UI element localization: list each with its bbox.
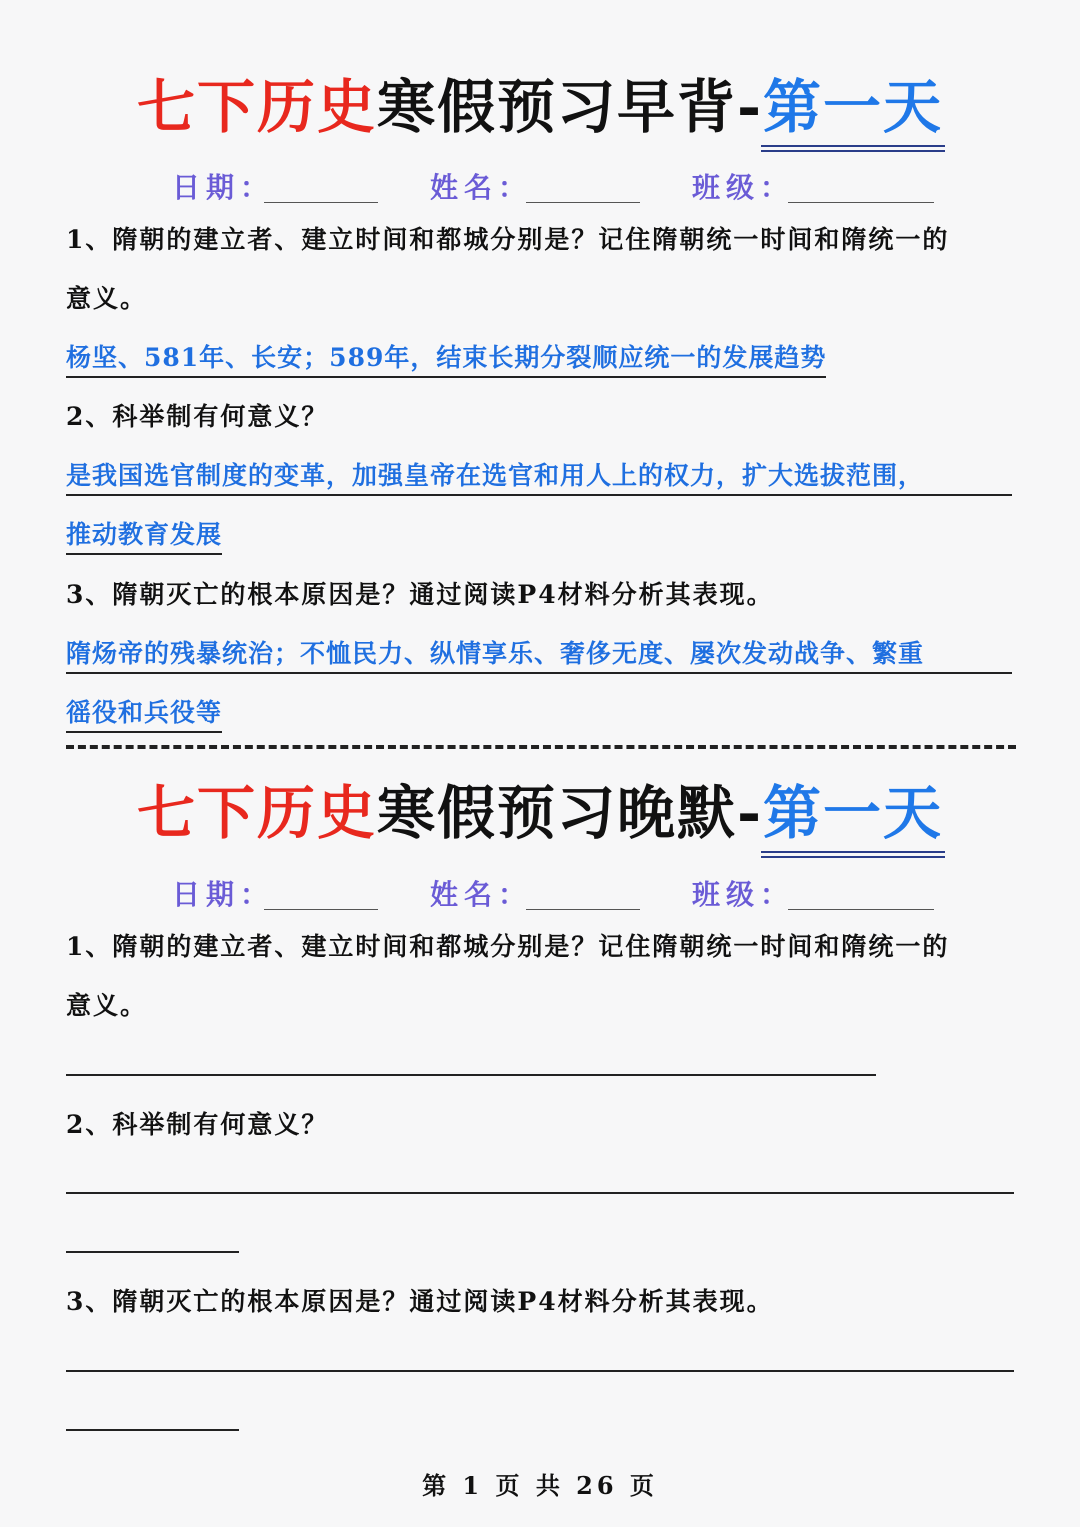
morning-title-day: 第一天 bbox=[763, 73, 944, 141]
morning-question-1-line2: 意义。 bbox=[66, 284, 148, 313]
name-label: 姓名： bbox=[430, 171, 533, 204]
morning-question-2: 2、科举制有何意义？ bbox=[66, 402, 329, 431]
evening-answer-1-blank[interactable] bbox=[66, 1074, 876, 1076]
date-label: 日期： bbox=[172, 878, 275, 911]
morning-question-3: 3、隋朝灭亡的根本原因是？通过阅读P4材料分析其表现。 bbox=[66, 580, 774, 609]
evening-title-day: 第一天 bbox=[763, 779, 944, 847]
name-blank[interactable] bbox=[526, 909, 640, 910]
class-blank[interactable] bbox=[788, 909, 934, 910]
evening-info-row bbox=[0, 873, 1080, 913]
morning-answer-3-line2: 徭役和兵役等 bbox=[66, 693, 222, 733]
evening-question-1-line1: 1、隋朝的建立者、建立时间和都城分别是？记住隋朝统一时间和隋统一的 bbox=[66, 932, 950, 961]
morning-answer-2-line2: 推动教育发展 bbox=[66, 515, 222, 555]
class-label: 班级： bbox=[692, 171, 795, 204]
date-label: 日期： bbox=[172, 171, 275, 204]
page-number: 第 1 页 共 26 页 bbox=[422, 1471, 658, 1500]
morning-title-subject: 七下历史 bbox=[136, 73, 377, 141]
morning-answer-2-line1: 是我国选官制度的变革，加强皇帝在选官和用人上的权力，扩大选拔范围， bbox=[66, 456, 1012, 496]
morning-answer-1: 杨坚、581年、长安；589年，结束长期分裂顺应统一的发展趋势 bbox=[66, 338, 826, 378]
date-blank[interactable] bbox=[264, 202, 378, 203]
name-label: 姓名： bbox=[430, 878, 533, 911]
evening-question-3: 3、隋朝灭亡的根本原因是？通过阅读P4材料分析其表现。 bbox=[66, 1287, 774, 1316]
date-blank[interactable] bbox=[264, 909, 378, 910]
morning-answer-3-line1: 隋炀帝的残暴统治；不恤民力、纵情享乐、奢侈无度、屡次发动战争、繁重 bbox=[66, 634, 1012, 674]
morning-title-main: 寒假预习早背- bbox=[376, 73, 764, 141]
evening-answer-2-blank-line1[interactable] bbox=[66, 1192, 1014, 1194]
morning-title bbox=[0, 72, 1080, 142]
morning-question-1-line1: 1、隋朝的建立者、建立时间和都城分别是？记住隋朝统一时间和隋统一的 bbox=[66, 225, 950, 254]
evening-answer-3-blank-line2[interactable] bbox=[66, 1429, 239, 1431]
class-label: 班级： bbox=[692, 878, 795, 911]
section-divider bbox=[66, 745, 1016, 749]
evening-title-subject: 七下历史 bbox=[136, 779, 377, 847]
class-blank[interactable] bbox=[788, 202, 934, 203]
evening-question-1-line2: 意义。 bbox=[66, 991, 148, 1020]
morning-info-row bbox=[0, 166, 1080, 206]
evening-question-2: 2、科举制有何意义？ bbox=[66, 1110, 329, 1139]
evening-answer-3-blank-line1[interactable] bbox=[66, 1370, 1014, 1372]
evening-answer-2-blank-line2[interactable] bbox=[66, 1251, 239, 1253]
name-blank[interactable] bbox=[526, 202, 640, 203]
evening-title-main: 寒假预习晚默- bbox=[376, 779, 764, 847]
evening-title bbox=[0, 778, 1080, 848]
